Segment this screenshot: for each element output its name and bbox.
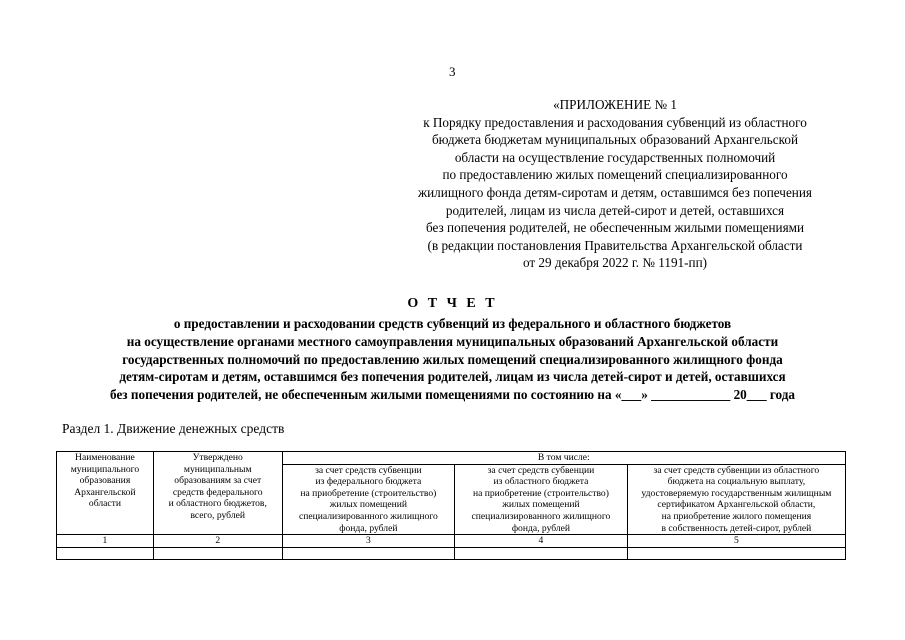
report-subtitle-line: на осуществление органами местного самоуправления муниципальных образований Архангельской области: [126, 333, 779, 349]
header-line: Наименование: [75, 452, 135, 463]
header-line: жилых помещений: [502, 499, 580, 511]
header-line: на приобретение (строительство): [300, 487, 437, 499]
report-subtitle-line: о предоставлении и расходовании средств субвенций из федерального и областного бюджетов: [173, 316, 732, 331]
header-line: Утверждено: [192, 452, 243, 463]
header-line: специализированного жилищного: [298, 510, 438, 522]
report-subtitle-line: государственных полномочий по предоставлению жилых помещений специализированного жилищного фонда: [122, 351, 783, 367]
report-subtitle-line: детям-сиротам и детям, оставшимся без попечения родителей, лицам из числа детей-сирот и детей, оставшихся: [119, 369, 786, 385]
appendix-line: к Порядку предоставления и расходования субвенций из областного: [423, 114, 807, 130]
header-line: из федерального бюджета: [315, 476, 422, 488]
empty-cell: [57, 547, 154, 559]
header-line: на приобретение жилого помещения: [661, 510, 812, 522]
report-subtitle-line: без попечения родителей, не обеспеченным жилыми помещениями по состоянию на «___» ____________ 20___ года: [110, 387, 795, 403]
column-number: 2: [153, 535, 282, 548]
header-line: образованиям за счет: [174, 475, 262, 487]
column-number: 4: [455, 535, 628, 548]
header-line: за счет средств субвенции: [315, 464, 422, 476]
header-line: всего, рублей: [190, 509, 245, 521]
column-number: 1: [57, 535, 154, 548]
empty-cell: [153, 547, 282, 559]
page-number: 3: [449, 64, 456, 79]
header-line: за счет средств субвенции: [487, 464, 595, 476]
header-line: фонда, рублей: [339, 522, 398, 534]
appendix-line: (в редакции постановления Правительства Архангельской области: [427, 237, 803, 253]
header-line: области: [88, 498, 121, 510]
appendix-line: родителей, лицам из числа детей-сирот и детей, оставшихся: [445, 202, 785, 218]
header-line: удостоверяемую государственным жилищным: [641, 487, 832, 499]
appendix-line: области на осуществление государственных полномочий: [454, 149, 776, 165]
header-line: на приобретение (строительство): [472, 487, 609, 499]
header-line: бюджета на социальную выплату,: [667, 476, 806, 488]
header-line: жилых помещений: [329, 499, 408, 511]
appendix-line: без попечения родителей, не обеспеченным жилыми помещениями: [425, 220, 805, 236]
section-heading: Раздел 1. Движение денежных средств: [62, 421, 285, 436]
header-line: муниципальным: [183, 463, 252, 475]
empty-cell: [282, 547, 455, 559]
header-line: и областного бюджетов,: [168, 498, 267, 510]
header-including: В том числе:: [282, 452, 845, 465]
header-line: образования: [79, 475, 131, 487]
header-line: в собственность детей-сирот, рублей: [661, 522, 812, 534]
report-title: О Т Ч Е Т: [407, 296, 498, 311]
header-line: сертификатом Архангельской области,: [657, 499, 816, 511]
empty-cell: [627, 547, 845, 559]
header-social-payment: [627, 464, 845, 535]
header-line: фонда, рублей: [511, 522, 571, 534]
header-line: средств федерального: [172, 486, 263, 498]
column-number: 3: [282, 535, 455, 548]
header-line: муниципального: [70, 463, 140, 475]
table-header-row: [57, 452, 846, 465]
appendix-line: от 29 декабря 2022 г. № 1191-пп): [522, 255, 708, 271]
header-regional-subvention: [455, 464, 628, 535]
header-approved-total: [153, 452, 282, 535]
appendix-header: [380, 96, 850, 272]
header-line: из областного бюджета: [493, 476, 589, 488]
header-line: Архангельской: [74, 486, 136, 498]
header-municipality: [57, 452, 154, 535]
empty-cell: [455, 547, 628, 559]
report-subtitle: [20, 315, 885, 404]
funds-movement-table: [56, 451, 846, 560]
appendix-line: «ПРИЛОЖЕНИЕ № 1: [553, 97, 677, 112]
appendix-line: по предоставлению жилых помещений специализированного: [442, 167, 788, 183]
header-line: за счет средств субвенции из областного: [653, 464, 820, 476]
column-number: 5: [627, 535, 845, 548]
appendix-line: бюджета бюджетам муниципальных образований Архангельской: [431, 132, 799, 148]
header-federal-subvention: [282, 464, 455, 535]
table-row: [57, 547, 846, 559]
appendix-line: жилищного фонда детям-сиротам и детям, оставшимся без попечения: [418, 184, 812, 200]
column-number-row: [57, 535, 846, 548]
header-line: специализированного жилищного: [471, 510, 611, 522]
